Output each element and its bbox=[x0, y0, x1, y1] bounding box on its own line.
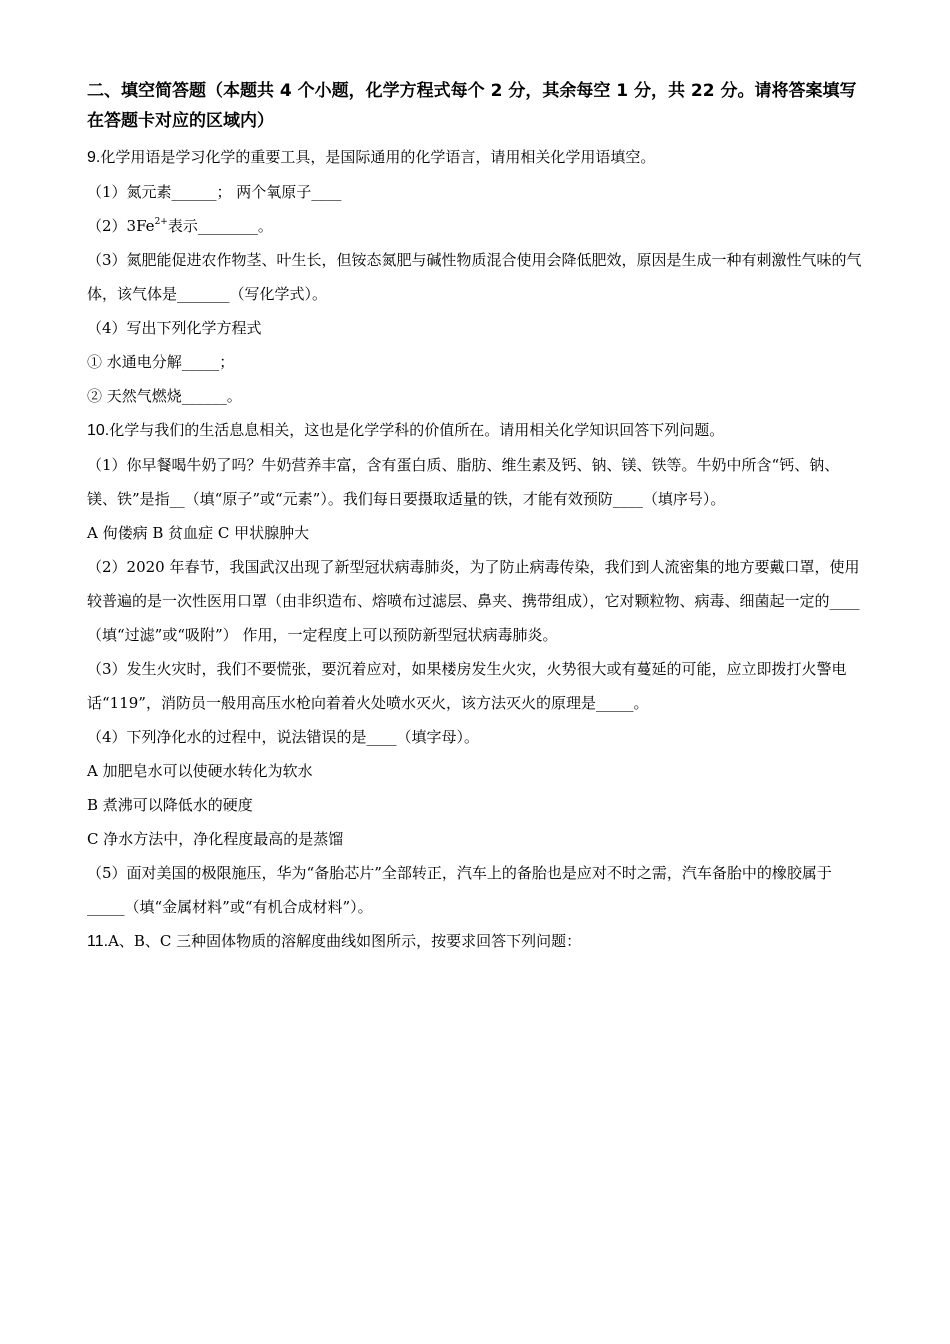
question-9-part-2-prefix: （2）3Fe bbox=[87, 217, 155, 235]
question-10-part-5: （5）面对美国的极限施压，华为“备胎芯片”全部转正，汽车上的备胎也是应对不时之需，汽车备胎中的橡胶属于_____（填“金属材料”或“有机合成材料”）。 bbox=[87, 864, 832, 916]
question-9-stem bbox=[87, 140, 867, 175]
question-11-stem bbox=[87, 924, 867, 959]
exam-page bbox=[87, 76, 867, 959]
section-heading: 二、填空简答题（本题共 4 个小题，化学方程式每个 2 分，其余每空 1 分，共 22 分。请将答案填写在答题卡对应的区域内） bbox=[87, 81, 857, 131]
question-10-part-1-options: A 佝偻病 B 贫血症 C 甲状腺肿大 bbox=[87, 524, 310, 542]
question-11-text: A、B、C 三种固体物质的溶解度曲线如图所示，按要求回答下列问题： bbox=[108, 932, 582, 950]
ion-charge-superscript: 2+ bbox=[154, 217, 168, 227]
question-10-number: 10. bbox=[87, 422, 110, 439]
question-10-text: 化学与我们的生活息息相关，这也是化学学科的价值所在。请用相关化学知识回答下列问题。 bbox=[109, 421, 725, 439]
question-9-part-2 bbox=[87, 209, 867, 243]
question-9-part-3: （3）氮肥能促进农作物茎、叶生长，但铵态氮肥与碱性物质混合使用会降低肥效，原因是生成一种有刺激性气味的气体，该气体是_______（写化学式）。 bbox=[87, 251, 862, 303]
question-10-part-3: （3）发生火灾时，我们不要慌张，要沉着应对，如果楼房发生火灾，火势很大或有蔓延的可能，应立即拨打火警电话“119”，消防员一般用高压水枪向着着火处喷水灭火，该方法灭火的原理是_____。 bbox=[87, 660, 847, 712]
question-10-part-4-option-b: B 煮沸可以降低水的硬度 bbox=[87, 796, 253, 814]
question-9-part-1: （1）氮元素______； 两个氧原子____ bbox=[87, 183, 342, 201]
question-9-text: 化学用语是学习化学的重要工具，是国际通用的化学语言，请用相关化学用语填空。 bbox=[100, 148, 656, 166]
question-10-part-2: （2）2020 年春节，我国武汉出现了新型冠状病毒肺炎，为了防止病毒传染，我们到人流密集的地方要戴口罩，使用较普遍的是一次性医用口罩（由非织造布、熔喷布过滤层、鼻夹、携带组成），它对颗粒物、病毒、细菌起一定的____（填“过滤”或“吸附”） 作用，一定程度上可以预防新型冠状病毒肺炎。 bbox=[87, 558, 860, 644]
question-9-number: 9. bbox=[87, 149, 101, 166]
question-11-number: 11. bbox=[87, 933, 109, 950]
question-10-part-4-option-c: C 净水方法中，净化程度最高的是蒸馏 bbox=[87, 830, 344, 848]
question-9-part-4: （4）写出下列化学方程式 bbox=[87, 319, 262, 337]
question-9-part-4-item-1: ① 水通电分解_____； bbox=[87, 353, 235, 371]
question-10-part-4: （4）下列净化水的过程中，说法错误的是____（填字母）。 bbox=[87, 728, 480, 746]
question-10-stem bbox=[87, 413, 867, 448]
question-10-part-1: （1）你早餐喝牛奶了吗？牛奶营养丰富，含有蛋白质、脂肪、维生素及钙、钠、镁、铁等。牛奶中所含“钙、钠、镁、铁”是指__（填“原子”或“元素”）。我们每日要摄取适量的铁，才能有效预防____（填序号）。 bbox=[87, 456, 840, 508]
question-10-part-4-option-a: A 加肥皂水可以使硬水转化为软水 bbox=[87, 762, 313, 780]
question-9-part-4-item-2: ② 天然气燃烧______。 bbox=[87, 387, 242, 405]
question-9-part-2-suffix: 表示________。 bbox=[167, 217, 273, 235]
